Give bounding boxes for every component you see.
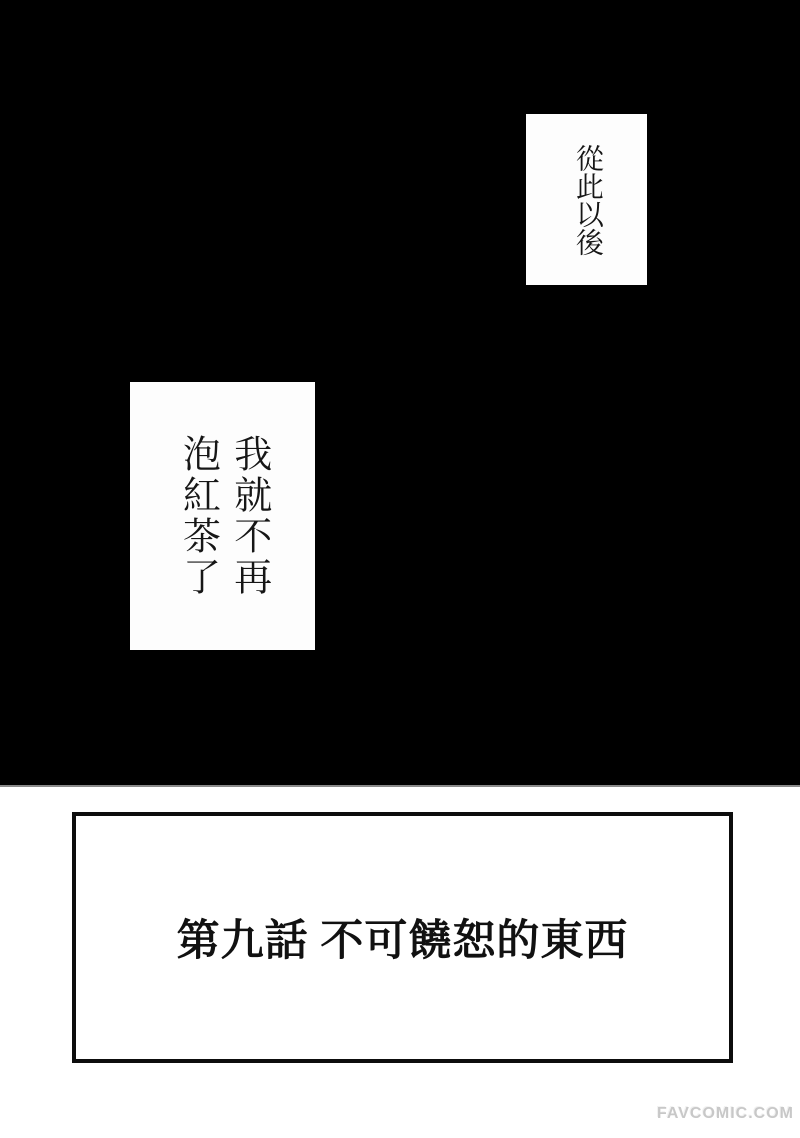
speech-bubble-left xyxy=(130,382,315,650)
speech-bubble-top-right xyxy=(526,114,647,285)
speech-text-left-column-2: 泡紅茶了 xyxy=(176,434,219,598)
site-watermark: FAVCOMIC.COM xyxy=(656,1105,794,1122)
bottom-panel xyxy=(0,785,800,1138)
speech-text-top-right: 從此以後 xyxy=(571,143,603,256)
speech-text-left-column-1: 我就不再 xyxy=(227,434,270,598)
chapter-title-box xyxy=(72,812,733,1063)
chapter-title: 第九話 不可饒恕的東西 xyxy=(176,918,629,965)
speech-text-left xyxy=(171,434,274,598)
